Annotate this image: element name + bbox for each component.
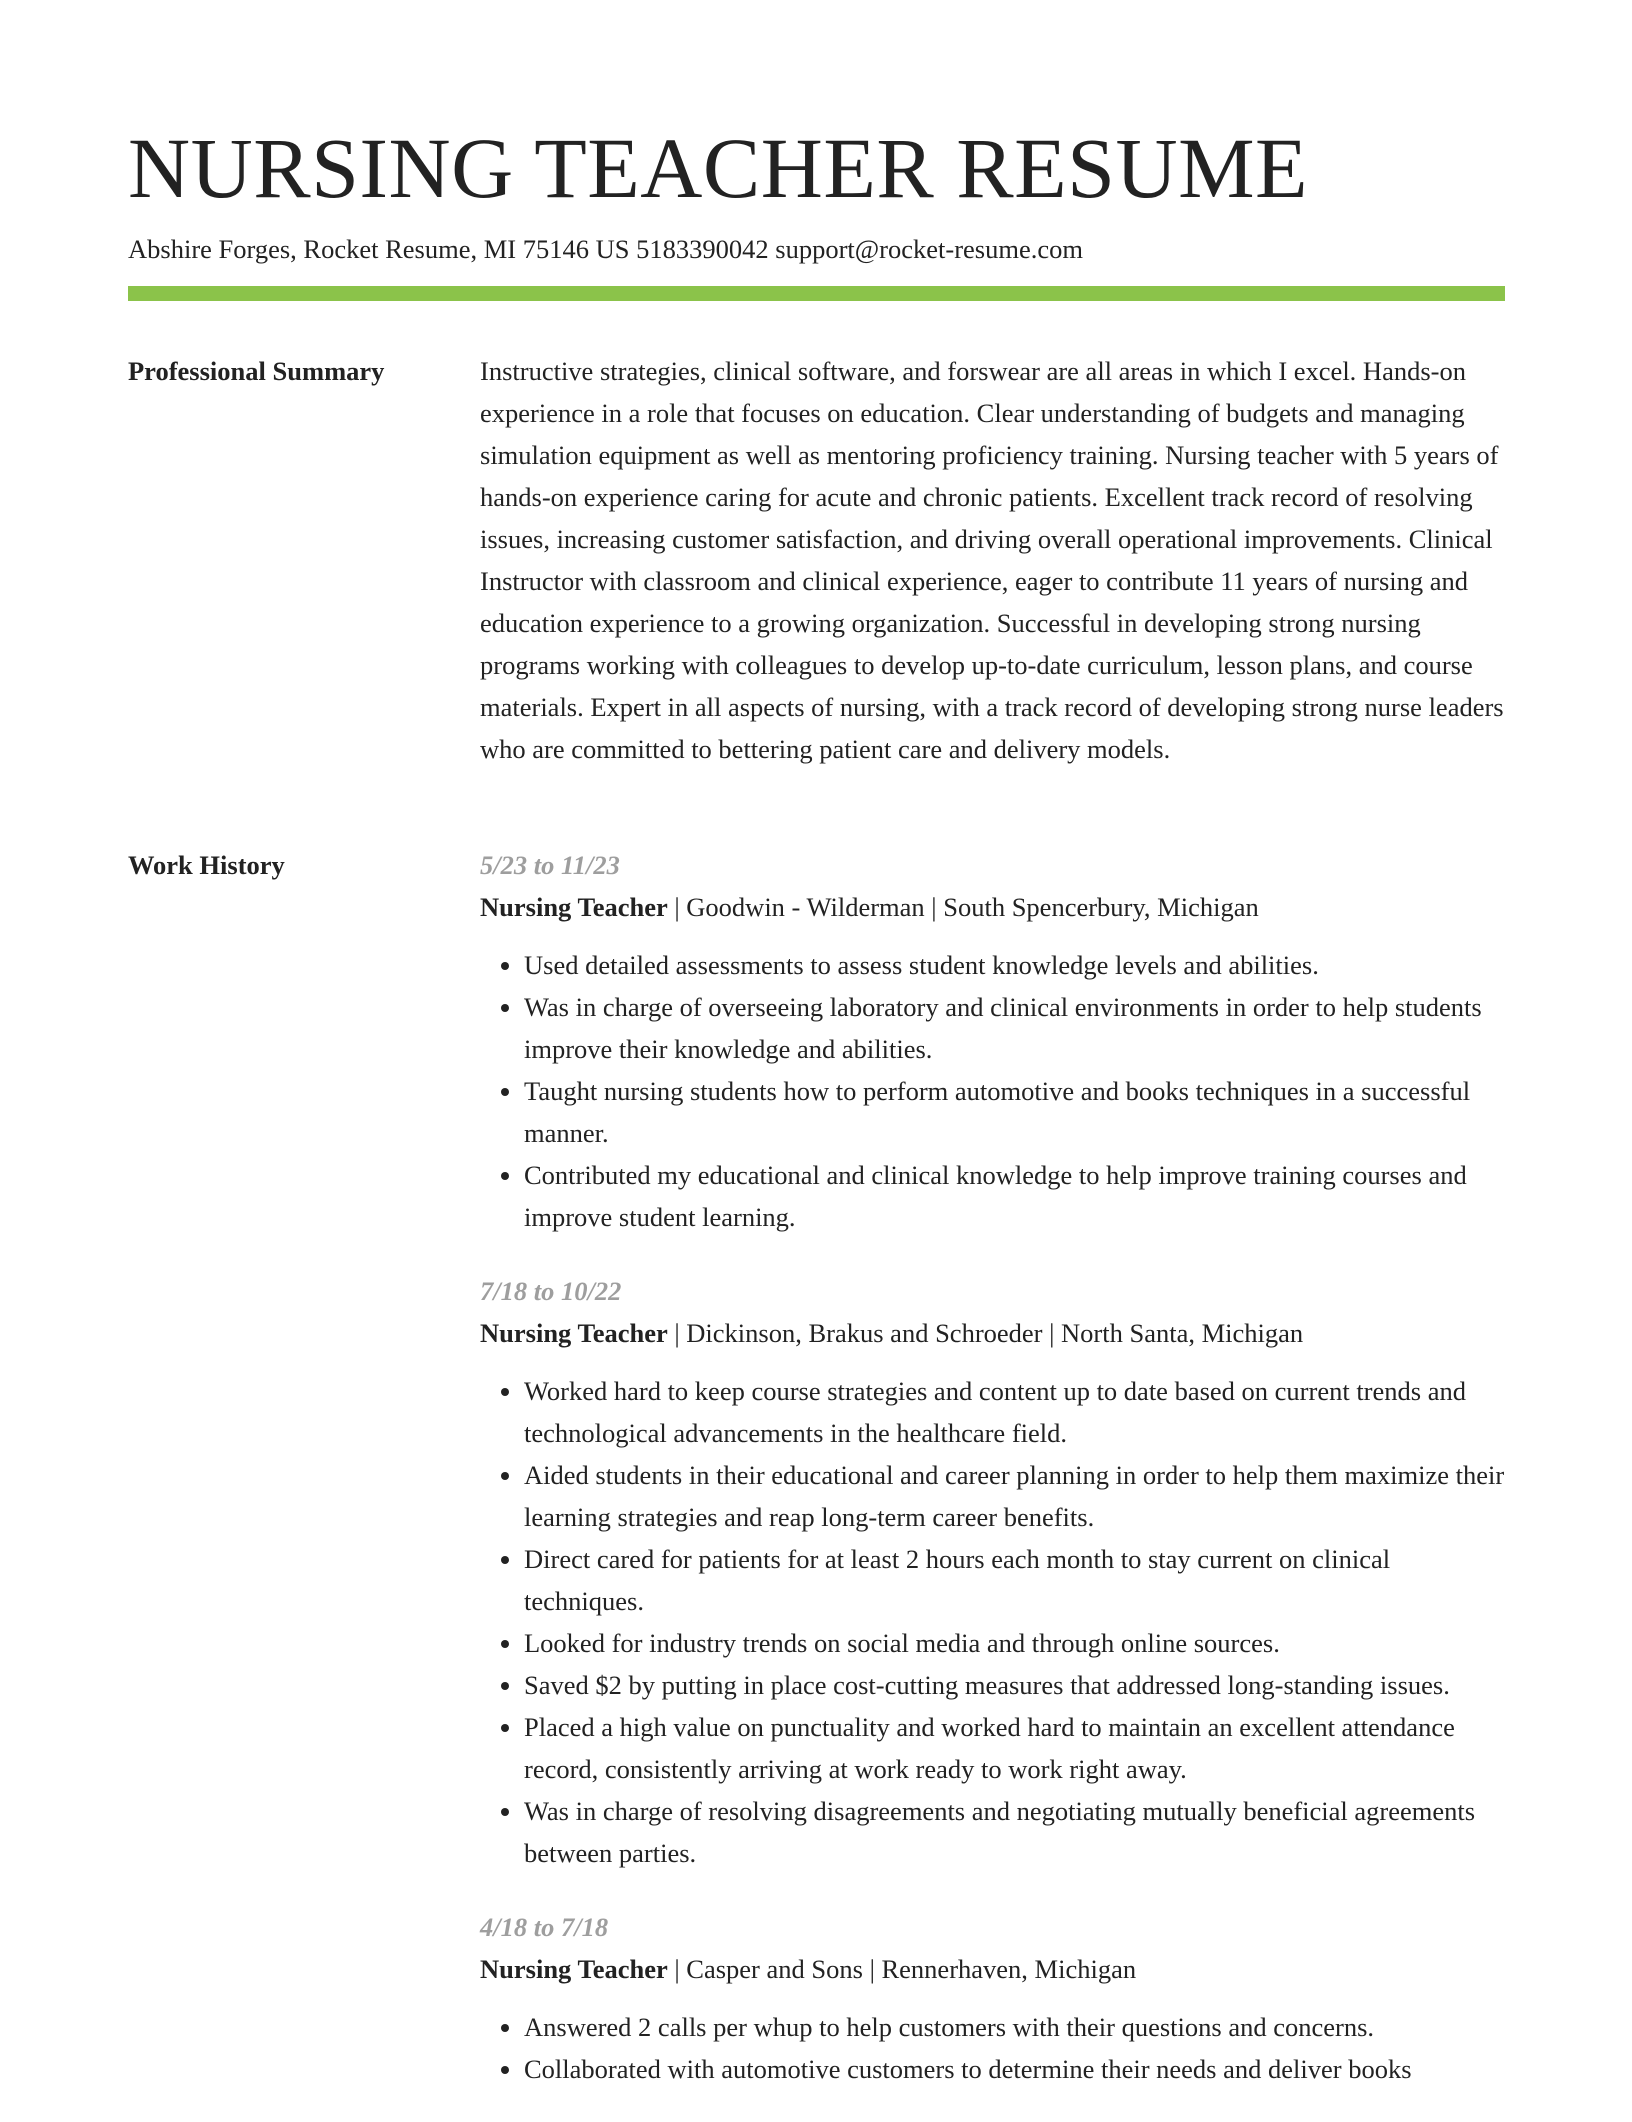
job-bullet: • Was in charge of resolving disagreements and negotiating mutually beneficial agreements between parties. [524,1790,1505,1874]
job-dates: 4/18 to 7/18 [480,1912,609,1942]
work-history-list [480,844,1505,2122]
job-bullet-list [480,2006,1505,2090]
job-employer-location: | Goodwin - Wilderman | South Spencerbury, Michigan [667,892,1259,922]
job-bullet: • Contributed my educational and clinical knowledge to help improve training courses and improve student learning. [524,1154,1505,1238]
job-bullet-list [480,1370,1505,1874]
job-bullet: • Looked for industry trends on social media and through online sources. [524,1622,1505,1664]
job-heading [480,1312,1505,1354]
job-title: Nursing Teacher [480,1954,668,1984]
job-bullet: • Used detailed assessments to assess student knowledge levels and abilities. [524,944,1505,986]
work-history-label: Work History [128,850,285,880]
professional-summary-text: Instructive strategies, clinical software, and forswear are all areas in which I excel. Hands-on experience in a role that focuses on education. Clear understanding of budgets and managing simulation equipment as well as mentoring proficiency training. Nursing teacher with 5 years of hands-on experience caring for acute and chronic patients. Excellent track record of resolving issues, increasing customer satisfaction, and driving overall operational improvements. Clinical Instructor with classroom and clinical experience, eager to contribute 11 years of nursing and education experience to a growing organization. Successful in developing strong nursing programs working with colleagues to develop up-to-date curriculum, lesson plans, and course materials. Expert in all aspects of nursing, with a track record of developing strong nurse leaders who are committed to bettering patient care and delivery models. [480,356,1504,764]
job-entry [480,1906,1505,2090]
contact-line: Abshire Forges, Rocket Resume, MI 75146 US 5183390042 support@rocket-resume.com [128,234,1083,264]
job-bullet: • Taught nursing students how to perform automotive and books techniques in a successful manner. [524,1070,1505,1154]
job-entry [480,844,1505,1238]
job-bullet: • Collaborated with automotive customers to determine their needs and deliver books [524,2048,1505,2090]
job-bullet: • Answered 2 calls per whup to help customers with their questions and concerns. [524,2006,1505,2048]
job-bullet-list [480,944,1505,1238]
resume-title: NURSING TEACHER RESUME [128,120,1309,216]
job-title: Nursing Teacher [480,892,668,922]
job-heading [480,886,1505,928]
job-dates: 5/23 to 11/23 [480,850,620,880]
job-bullet: • Worked hard to keep course strategies and content up to date based on current trends and technological advancements in the healthcare field. [524,1370,1505,1454]
job-bullet: • Aided students in their educational and career planning in order to help them maximize their learning strategies and reap long-term career benefits. [524,1454,1505,1538]
job-bullet: • Placed a high value on punctuality and worked hard to maintain an excellent attendance record, consistently arriving at work ready to work right away. [524,1706,1505,1790]
accent-divider [128,286,1505,301]
job-entry [480,1270,1505,1874]
job-bullet: • Saved $2 by putting in place cost-cutting measures that addressed long-standing issues. [524,1664,1505,1706]
professional-summary-label: Professional Summary [128,356,385,386]
professional-summary-body [480,350,1505,770]
job-dates: 7/18 to 10/22 [480,1276,622,1306]
job-bullet: • Was in charge of overseeing laboratory and clinical environments in order to help students improve their knowledge and abilities. [524,986,1505,1070]
job-title: Nursing Teacher [480,1318,668,1348]
job-employer-location: | Casper and Sons | Rennerhaven, Michigan [667,1954,1137,1984]
job-bullet: • Direct cared for patients for at least 2 hours each month to stay current on clinical techniques. [524,1538,1505,1622]
job-employer-location: | Dickinson, Brakus and Schroeder | North Santa, Michigan [667,1318,1304,1348]
job-heading [480,1948,1505,1990]
